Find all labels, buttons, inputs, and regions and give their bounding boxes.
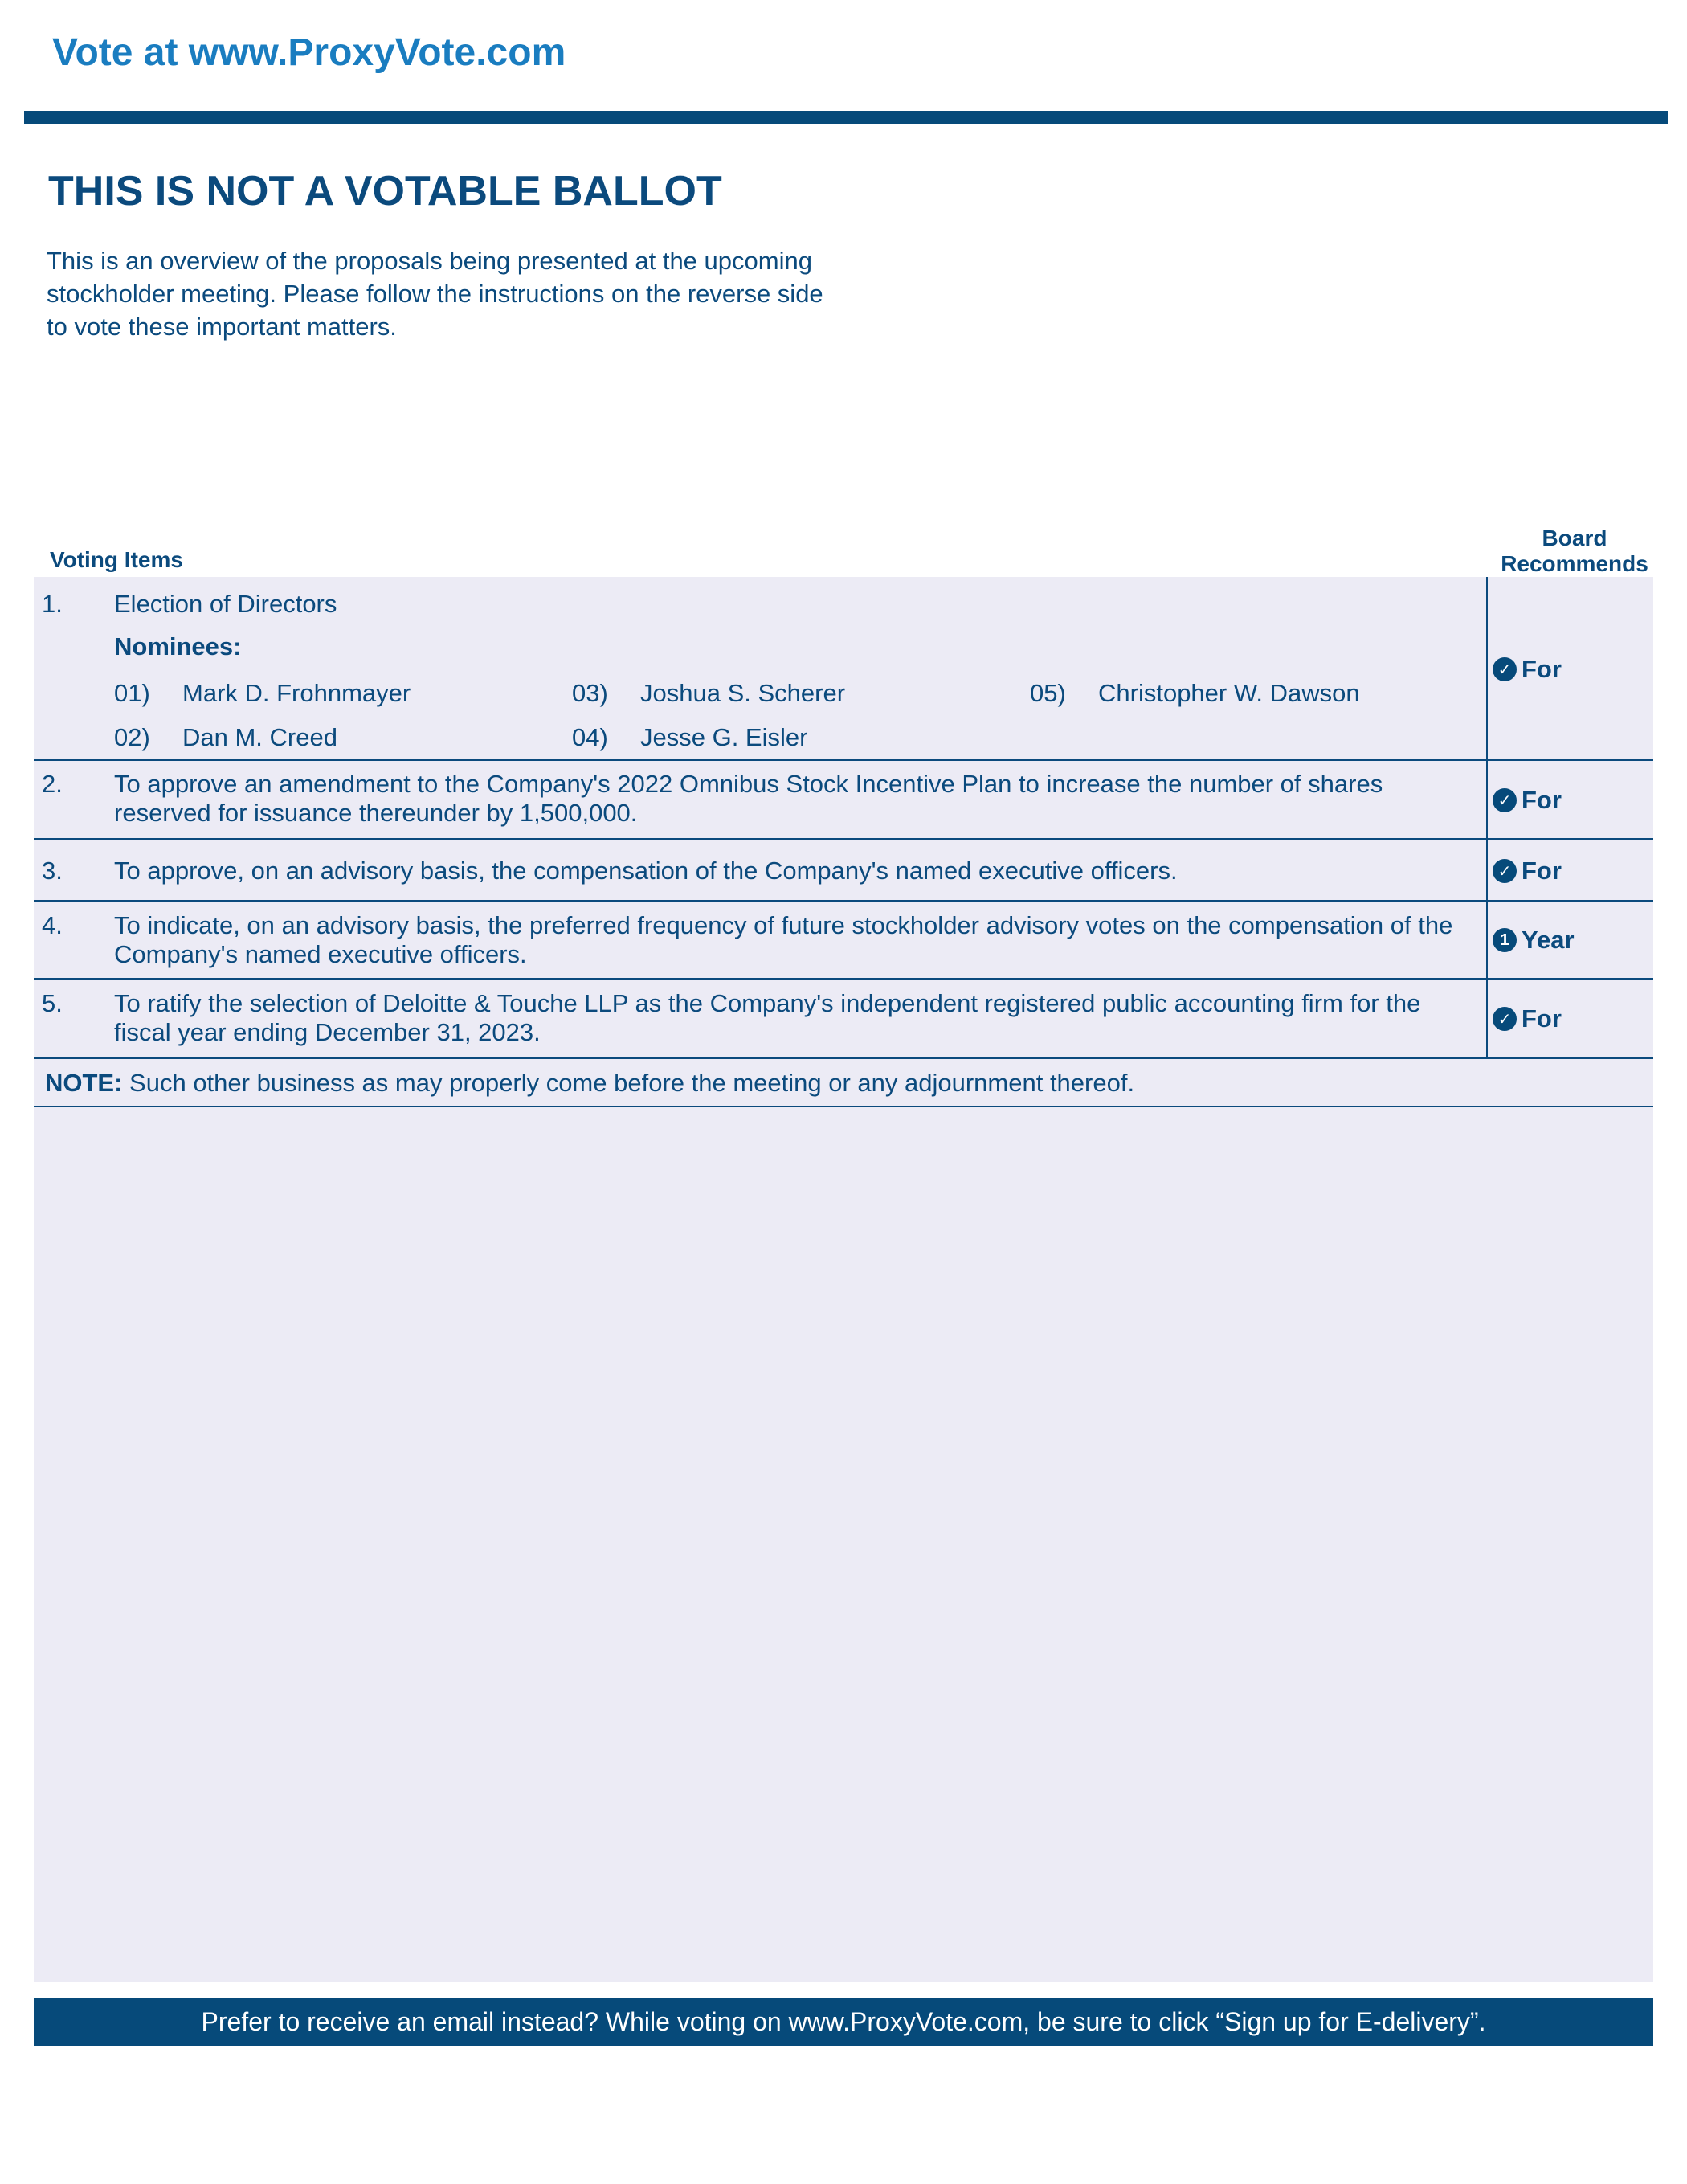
- item-1-recommendation-label: For: [1522, 655, 1562, 683]
- item-5-text: To ratify the selection of Deloitte & Touche LLP as the Company's independent registered public accounting firm for the fiscal year ending December 31, 2023.: [114, 989, 1421, 1046]
- number-one-circle-icon: 1: [1493, 928, 1517, 952]
- row-divider: [34, 1106, 1653, 1107]
- nominee-04-number: 04): [572, 723, 608, 751]
- row-divider: [34, 900, 1653, 902]
- item-1-text: Election of Directors: [114, 590, 337, 618]
- note-label: NOTE:: [45, 1069, 123, 1097]
- note-line: [45, 1069, 1134, 1098]
- board-recommends-line2: Recommends: [1501, 551, 1648, 576]
- row-divider: [34, 838, 1653, 840]
- footer-text: Prefer to receive an email instead? While voting on www.ProxyVote.com, be sure to click “Sign up for E-delivery”.: [201, 2006, 1486, 2036]
- item-2-recommendation-label: For: [1522, 786, 1562, 814]
- item-3-text: To approve, on an advisory basis, the compensation of the Company's named executive officers.: [114, 857, 1178, 885]
- item-2-number: 2.: [42, 770, 63, 798]
- item-3-recommendation: [1493, 857, 1645, 885]
- row-divider: [34, 1057, 1653, 1059]
- nominee-01-number: 01): [114, 679, 150, 707]
- intro-paragraph: This is an overview of the proposals being presented at the upcoming stockholder meeting. Please follow the instructions on the reverse side to vote these important matters.: [47, 247, 823, 341]
- nominees-label: Nominees:: [114, 632, 242, 661]
- item-3-recommendation-label: For: [1522, 857, 1562, 885]
- item-5-recommendation-label: For: [1522, 1004, 1562, 1033]
- item-1-recommendation: [1493, 655, 1645, 684]
- board-recommends-header: [1478, 526, 1671, 577]
- item-2-text: To approve an amendment to the Company's 2022 Omnibus Stock Incentive Plan to increase the number of shares reserved for issuance thereunder by 1,500,000.: [114, 770, 1383, 827]
- item-4-recommendation-label: Year: [1522, 926, 1575, 954]
- item-5-recommendation: [1493, 1004, 1645, 1033]
- footer-banner: [34, 1998, 1653, 2046]
- item-2-recommendation: [1493, 786, 1645, 815]
- check-circle-icon: ✓: [1493, 859, 1517, 883]
- nominee-05-number: 05): [1030, 679, 1066, 707]
- nominee-05-name: Christopher W. Dawson: [1098, 679, 1360, 707]
- item-4-recommendation: [1493, 926, 1645, 955]
- note-text: Such other business as may properly come before the meeting or any adjournment thereof.: [122, 1069, 1135, 1097]
- check-circle-icon: ✓: [1493, 788, 1517, 812]
- nominee-02-number: 02): [114, 723, 150, 751]
- item-1-number: 1.: [42, 590, 63, 618]
- nominee-02-name: Dan M. Creed: [182, 723, 337, 751]
- item-4-number: 4.: [42, 911, 63, 939]
- recommendation-column-divider: [1486, 577, 1488, 1059]
- check-circle-icon: ✓: [1493, 657, 1517, 681]
- nominee-03-name: Joshua S. Scherer: [640, 679, 846, 707]
- site-title: Vote at www.ProxyVote.com: [52, 31, 566, 74]
- board-recommends-line1: Board: [1542, 526, 1607, 550]
- item-3-number: 3.: [42, 857, 63, 885]
- item-5-number: 5.: [42, 989, 63, 1017]
- nominee-03-number: 03): [572, 679, 608, 707]
- check-circle-icon: ✓: [1493, 1007, 1517, 1031]
- page-title: THIS IS NOT A VOTABLE BALLOT: [48, 168, 722, 215]
- nominee-04-name: Jesse G. Eisler: [640, 723, 808, 751]
- row-divider: [34, 978, 1653, 980]
- item-4-text: To indicate, on an advisory basis, the preferred frequency of future stockholder advisory votes on the compensation of the Company's named executive officers.: [114, 911, 1453, 968]
- voting-items-header: Voting Items: [50, 547, 183, 572]
- row-divider: [34, 759, 1653, 761]
- nominee-01-name: Mark D. Frohnmayer: [182, 679, 411, 707]
- header-divider: [24, 111, 1668, 124]
